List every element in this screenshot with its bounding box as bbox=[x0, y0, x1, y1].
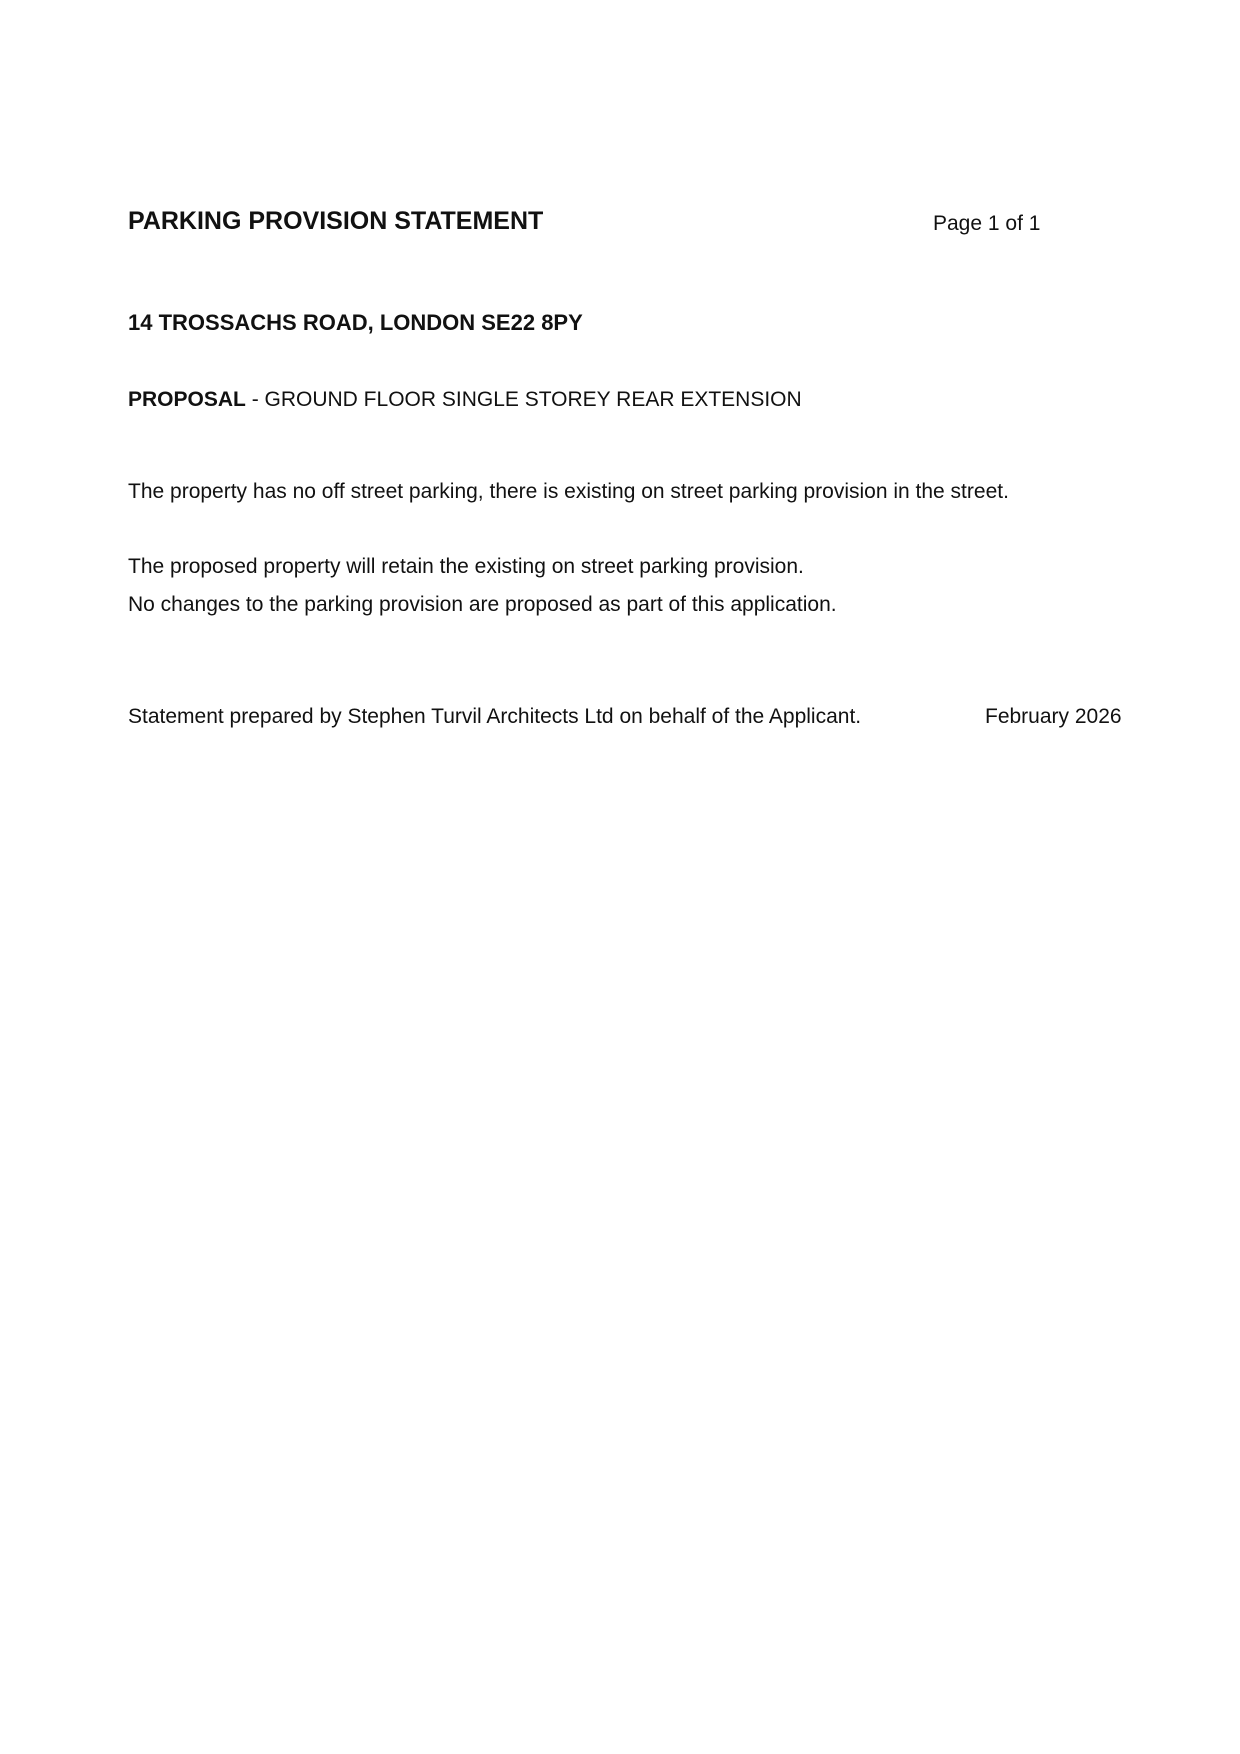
paragraph-retain-parking: The proposed property will retain the existing on street parking provision. bbox=[128, 555, 804, 578]
paragraph-existing-parking: The property has no off street parking, there is existing on street parking provision in the street. bbox=[128, 480, 1009, 503]
proposal-line bbox=[128, 389, 802, 410]
page-number: Page 1 of 1 bbox=[933, 212, 1041, 235]
statement-date: February 2026 bbox=[985, 705, 1122, 728]
proposal-label: PROPOSAL bbox=[128, 388, 246, 411]
site-address: 14 TROSSACHS ROAD, LONDON SE22 8PY bbox=[128, 310, 583, 335]
proposal-text: - GROUND FLOOR SINGLE STOREY REAR EXTENSION bbox=[245, 388, 802, 411]
document-title: PARKING PROVISION STATEMENT bbox=[128, 207, 544, 235]
prepared-by-statement: Statement prepared by Stephen Turvil Architects Ltd on behalf of the Applicant. bbox=[128, 705, 862, 728]
paragraph-no-changes: No changes to the parking provision are proposed as part of this application. bbox=[128, 593, 837, 616]
